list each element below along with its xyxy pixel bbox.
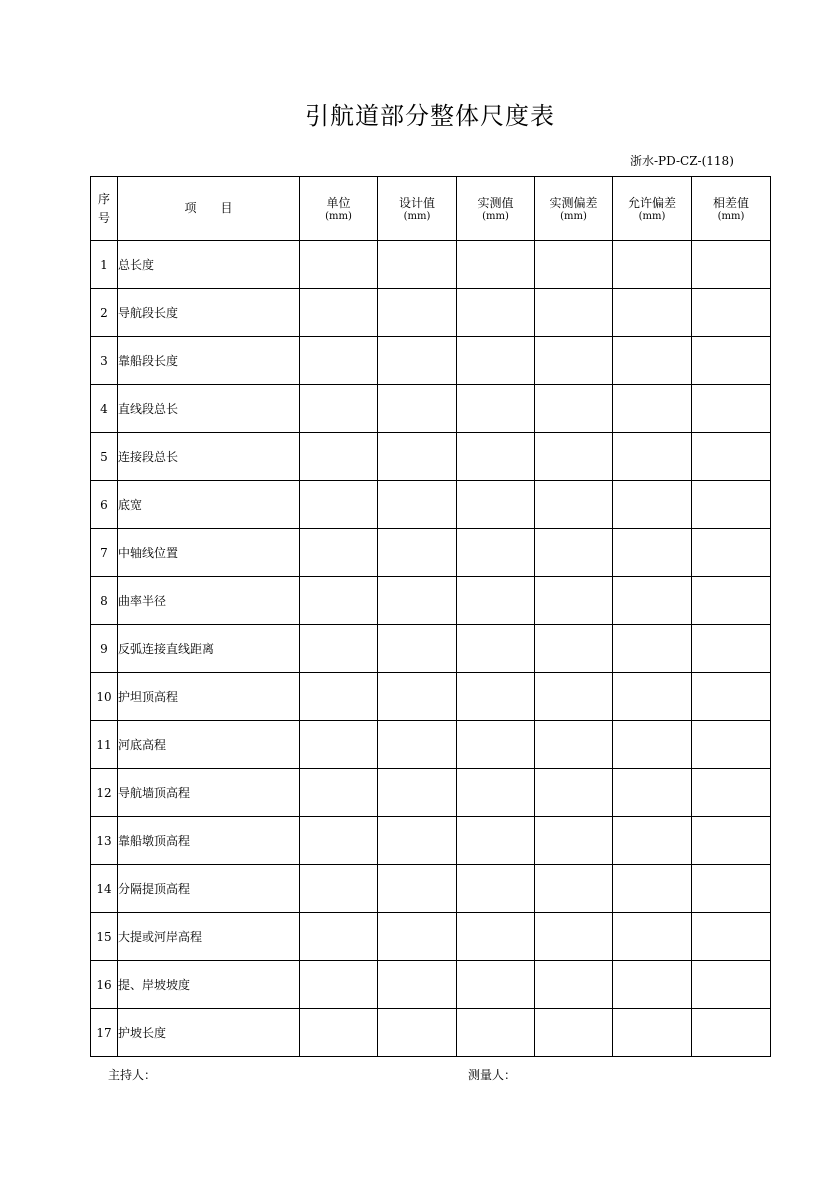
design-value-cell[interactable]	[378, 913, 457, 961]
unit-cell[interactable]	[300, 961, 378, 1009]
allowed-deviation-cell[interactable]	[613, 289, 692, 337]
allowed-deviation-cell[interactable]	[613, 481, 692, 529]
header-design-value: 设计值 (mm)	[378, 177, 457, 241]
allowed-deviation-cell[interactable]	[613, 961, 692, 1009]
table-row	[91, 913, 771, 961]
table-row	[91, 529, 771, 577]
row-item-label: 直线段总长	[118, 385, 300, 433]
unit-cell[interactable]	[300, 1009, 378, 1057]
table-row	[91, 433, 771, 481]
measured-deviation-cell[interactable]	[535, 433, 613, 481]
row-item-label: 大提或河岸高程	[118, 913, 300, 961]
row-number: 14	[91, 865, 118, 913]
measured-deviation-cell[interactable]	[535, 385, 613, 433]
row-number: 1	[91, 241, 118, 289]
unit-cell[interactable]	[300, 385, 378, 433]
unit-cell[interactable]	[300, 721, 378, 769]
measured-deviation-cell[interactable]	[535, 625, 613, 673]
row-number: 11	[91, 721, 118, 769]
header-seq: 序 号	[91, 177, 118, 241]
difference-cell[interactable]	[692, 865, 771, 913]
unit-cell[interactable]	[300, 769, 378, 817]
row-item-label: 总长度	[118, 241, 300, 289]
unit-cell[interactable]	[300, 865, 378, 913]
unit-cell[interactable]	[300, 673, 378, 721]
row-item-label: 护坡长度	[118, 1009, 300, 1057]
row-number: 9	[91, 625, 118, 673]
measured-deviation-cell[interactable]	[535, 865, 613, 913]
row-item-label: 导航段长度	[118, 289, 300, 337]
difference-cell[interactable]	[692, 241, 771, 289]
row-number: 3	[91, 337, 118, 385]
row-number: 6	[91, 481, 118, 529]
difference-cell[interactable]	[692, 769, 771, 817]
measured-deviation-cell[interactable]	[535, 817, 613, 865]
measured-value-cell[interactable]	[457, 289, 535, 337]
unit-cell[interactable]	[300, 481, 378, 529]
dimension-table	[90, 176, 771, 1057]
row-number: 7	[91, 529, 118, 577]
table-row	[91, 481, 771, 529]
measured-deviation-cell[interactable]	[535, 481, 613, 529]
measured-deviation-cell[interactable]	[535, 337, 613, 385]
table-header-row	[91, 177, 771, 241]
table-row	[91, 625, 771, 673]
host-signature-label: 主持人：	[108, 1068, 157, 1082]
allowed-deviation-cell[interactable]	[613, 817, 692, 865]
unit-cell[interactable]	[300, 577, 378, 625]
design-value-cell[interactable]	[378, 721, 457, 769]
row-number: 13	[91, 817, 118, 865]
measured-deviation-cell[interactable]	[535, 913, 613, 961]
row-number: 16	[91, 961, 118, 1009]
measured-deviation-cell[interactable]	[535, 961, 613, 1009]
difference-cell[interactable]	[692, 721, 771, 769]
header-measured-value: 实测值 (mm)	[457, 177, 535, 241]
design-value-cell[interactable]	[378, 817, 457, 865]
allowed-deviation-cell[interactable]	[613, 1009, 692, 1057]
row-number: 12	[91, 769, 118, 817]
difference-cell[interactable]	[692, 961, 771, 1009]
measured-deviation-cell[interactable]	[535, 529, 613, 577]
table-row	[91, 817, 771, 865]
table-row	[91, 385, 771, 433]
difference-cell[interactable]	[692, 529, 771, 577]
unit-cell[interactable]	[300, 625, 378, 673]
allowed-deviation-cell[interactable]	[613, 385, 692, 433]
form-code: 浙水-PD-CZ-(118)	[630, 154, 734, 168]
difference-cell[interactable]	[692, 673, 771, 721]
measured-deviation-cell[interactable]	[535, 1009, 613, 1057]
measured-deviation-cell[interactable]	[535, 577, 613, 625]
measured-value-cell[interactable]	[457, 721, 535, 769]
design-value-cell[interactable]	[378, 433, 457, 481]
difference-cell[interactable]	[692, 481, 771, 529]
design-value-cell[interactable]	[378, 769, 457, 817]
row-number: 17	[91, 1009, 118, 1057]
header-measured-deviation: 实测偏差 (mm)	[535, 177, 613, 241]
allowed-deviation-cell[interactable]	[613, 625, 692, 673]
allowed-deviation-cell[interactable]	[613, 721, 692, 769]
row-number: 2	[91, 289, 118, 337]
measured-value-cell[interactable]	[457, 481, 535, 529]
unit-cell[interactable]	[300, 337, 378, 385]
measured-value-cell[interactable]	[457, 913, 535, 961]
allowed-deviation-cell[interactable]	[613, 673, 692, 721]
measured-deviation-cell[interactable]	[535, 769, 613, 817]
design-value-cell[interactable]	[378, 385, 457, 433]
design-value-cell[interactable]	[378, 337, 457, 385]
row-number: 15	[91, 913, 118, 961]
row-item-label: 靠船段长度	[118, 337, 300, 385]
row-item-label: 河底高程	[118, 721, 300, 769]
measurer-signature-label: 测量人：	[468, 1068, 517, 1082]
row-item-label: 反弧连接直线距离	[118, 625, 300, 673]
allowed-deviation-cell[interactable]	[613, 241, 692, 289]
difference-cell[interactable]	[692, 385, 771, 433]
measured-deviation-cell[interactable]	[535, 241, 613, 289]
design-value-cell[interactable]	[378, 241, 457, 289]
measured-value-cell[interactable]	[457, 625, 535, 673]
table-row	[91, 337, 771, 385]
row-item-label: 提、岸坡坡度	[118, 961, 300, 1009]
table-row	[91, 1009, 771, 1057]
table-row	[91, 241, 771, 289]
measured-value-cell[interactable]	[457, 385, 535, 433]
unit-cell[interactable]	[300, 817, 378, 865]
design-value-cell[interactable]	[378, 289, 457, 337]
unit-cell[interactable]	[300, 241, 378, 289]
unit-cell[interactable]	[300, 289, 378, 337]
measured-deviation-cell[interactable]	[535, 673, 613, 721]
unit-cell[interactable]	[300, 433, 378, 481]
measured-value-cell[interactable]	[457, 865, 535, 913]
difference-cell[interactable]	[692, 817, 771, 865]
unit-cell[interactable]	[300, 529, 378, 577]
measured-value-cell[interactable]	[457, 961, 535, 1009]
row-item-label: 曲率半径	[118, 577, 300, 625]
row-number: 8	[91, 577, 118, 625]
row-item-label: 分隔提顶高程	[118, 865, 300, 913]
measured-value-cell[interactable]	[457, 769, 535, 817]
design-value-cell[interactable]	[378, 529, 457, 577]
page-title: 引航道部分整体尺度表	[305, 102, 555, 130]
measured-value-cell[interactable]	[457, 673, 535, 721]
difference-cell[interactable]	[692, 289, 771, 337]
unit-cell[interactable]	[300, 913, 378, 961]
row-item-label: 护坦顶高程	[118, 673, 300, 721]
table-row	[91, 289, 771, 337]
allowed-deviation-cell[interactable]	[613, 433, 692, 481]
table-row	[91, 721, 771, 769]
measured-value-cell[interactable]	[457, 1009, 535, 1057]
design-value-cell[interactable]	[378, 673, 457, 721]
difference-cell[interactable]	[692, 625, 771, 673]
allowed-deviation-cell[interactable]	[613, 769, 692, 817]
row-item-label: 靠船墩顶高程	[118, 817, 300, 865]
measured-value-cell[interactable]	[457, 817, 535, 865]
header-unit: 单位 (mm)	[300, 177, 378, 241]
header-difference: 相差值 (mm)	[692, 177, 771, 241]
allowed-deviation-cell[interactable]	[613, 865, 692, 913]
row-item-label: 底宽	[118, 481, 300, 529]
allowed-deviation-cell[interactable]	[613, 577, 692, 625]
design-value-cell[interactable]	[378, 577, 457, 625]
difference-cell[interactable]	[692, 433, 771, 481]
design-value-cell[interactable]	[378, 961, 457, 1009]
row-item-label: 连接段总长	[118, 433, 300, 481]
table-row	[91, 769, 771, 817]
allowed-deviation-cell[interactable]	[613, 337, 692, 385]
row-number: 5	[91, 433, 118, 481]
design-value-cell[interactable]	[378, 1009, 457, 1057]
measured-value-cell[interactable]	[457, 337, 535, 385]
header-allowed-deviation: 允许偏差 (mm)	[613, 177, 692, 241]
table-row	[91, 673, 771, 721]
table-row	[91, 865, 771, 913]
row-item-label: 中轴线位置	[118, 529, 300, 577]
row-number: 4	[91, 385, 118, 433]
measured-value-cell[interactable]	[457, 577, 535, 625]
table-row	[91, 961, 771, 1009]
design-value-cell[interactable]	[378, 481, 457, 529]
measured-value-cell[interactable]	[457, 241, 535, 289]
row-item-label: 导航墙顶高程	[118, 769, 300, 817]
difference-cell[interactable]	[692, 577, 771, 625]
measured-deviation-cell[interactable]	[535, 721, 613, 769]
measured-value-cell[interactable]	[457, 529, 535, 577]
design-value-cell[interactable]	[378, 625, 457, 673]
allowed-deviation-cell[interactable]	[613, 529, 692, 577]
row-number: 10	[91, 673, 118, 721]
difference-cell[interactable]	[692, 913, 771, 961]
design-value-cell[interactable]	[378, 865, 457, 913]
allowed-deviation-cell[interactable]	[613, 913, 692, 961]
table-row	[91, 577, 771, 625]
measured-deviation-cell[interactable]	[535, 289, 613, 337]
measured-value-cell[interactable]	[457, 433, 535, 481]
difference-cell[interactable]	[692, 337, 771, 385]
difference-cell[interactable]	[692, 1009, 771, 1057]
header-item: 项 目	[118, 177, 300, 241]
